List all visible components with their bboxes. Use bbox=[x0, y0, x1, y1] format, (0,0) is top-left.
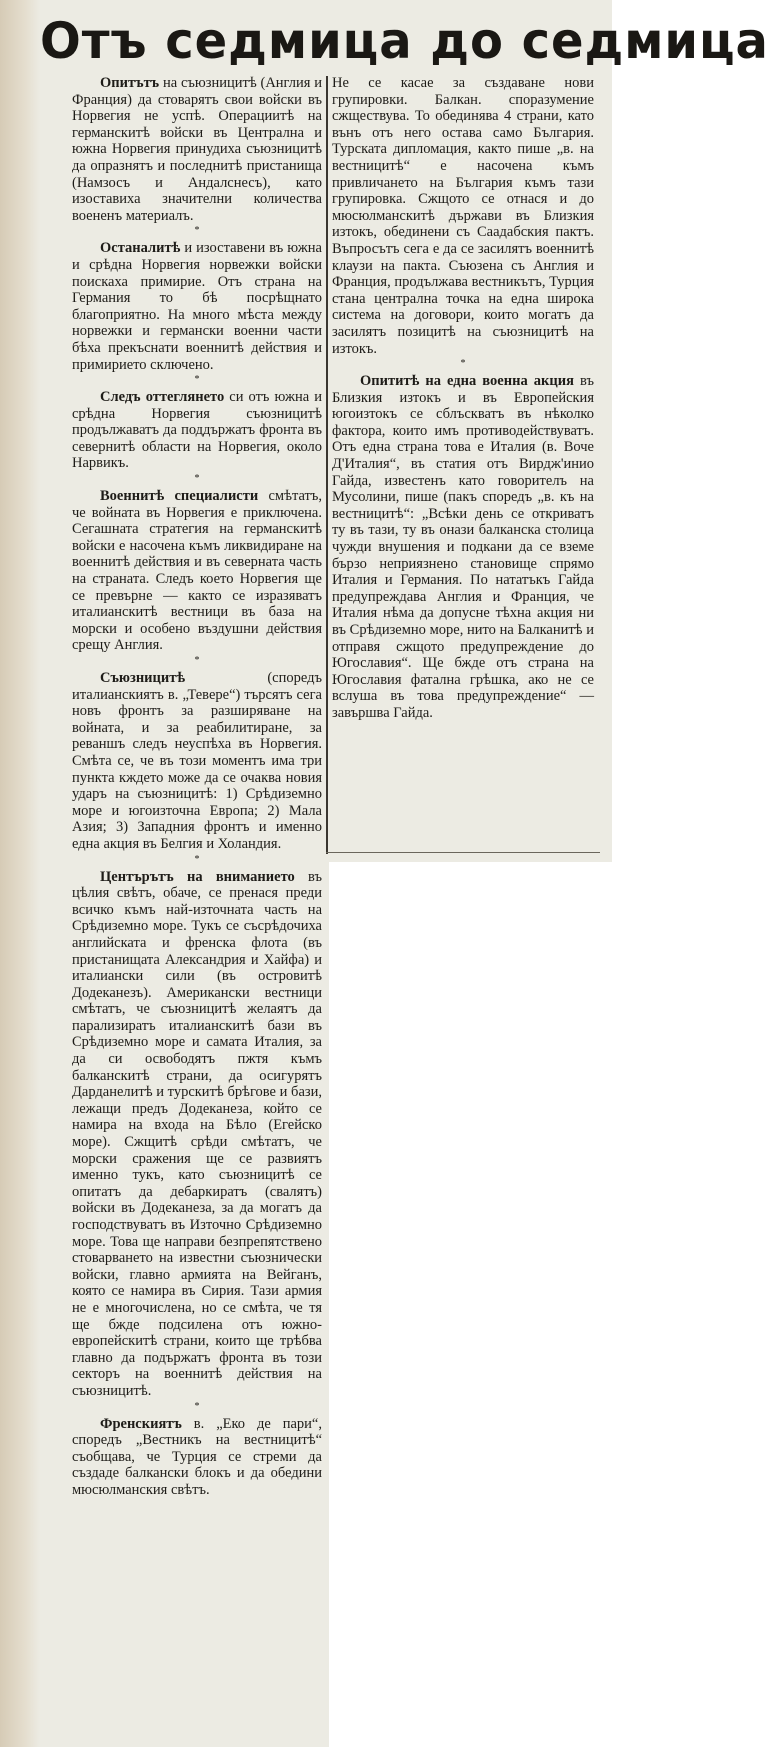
paragraph-text: Не се касае за създаване нови групировки. Балкан. споразумение сжществува. То обединява 4 страни, като вънъ отъ него остава само България. Турската дипломация, както пише „в. на вестницитѣ“ е насочена къмъ привличането на България къмъ тази групировка. Сжщото се отнася и до мюсюлманскитѣ държави въ Близкия изтокъ, обединени съ Саадабския пактъ. Въпросътъ сега е да се засилятъ военнитѣ клаузи на пакта. Съюзена съ Англия и Франция, продължава вестникътъ, Турция стана централна точка на една широка система на договори, които могатъ да засилятъ позицитѣ на съюзницитѣ на изтокъ. bbox=[332, 75, 594, 357]
paragraph bbox=[72, 488, 322, 654]
section-separator: * bbox=[194, 473, 200, 485]
paragraph bbox=[72, 389, 322, 472]
paragraph bbox=[72, 240, 322, 373]
paragraph-lead: Опитътъ bbox=[100, 75, 160, 91]
section-separator: * bbox=[194, 225, 200, 237]
paragraph-text: смѣтатъ, че войната въ Норвегия е приключена. Сегашната стратегия на германскитѣ войски е насочена къмъ ликвидиране на военнитѣ действия и въ северната часть на страната. Следъ което Норвегия ще се превърне — както се изразяватъ италианскитѣ вестници въ база на морски и особено въздушни действия срещу Англия. bbox=[72, 488, 322, 654]
section-separator: * bbox=[194, 853, 200, 865]
paragraph-lead: Останалитѣ bbox=[100, 240, 181, 257]
paragraph-lead: Съюзницитѣ bbox=[100, 670, 186, 686]
paragraph bbox=[332, 373, 594, 721]
left-column bbox=[72, 75, 322, 1499]
paragraph-lead: Следъ оттеглянето bbox=[100, 389, 225, 406]
paragraph-text: си отъ южна и срѣдна Норвегия съюзницитѣ продължаватъ да поддържатъ фронта въ севернитѣ области на Норвегия, около Нарвикъ. bbox=[72, 389, 322, 472]
section-separator: * bbox=[194, 655, 200, 666]
section-separator: * bbox=[460, 358, 466, 370]
right-column bbox=[332, 75, 594, 722]
paragraph-lead: Опититѣ на една военна акция bbox=[360, 373, 574, 390]
article-headline: Отъ седмица до седмица bbox=[40, 12, 769, 70]
paper-edge-shadow bbox=[0, 0, 40, 1747]
paragraph bbox=[72, 1416, 322, 1499]
paragraph-text: (споредъ италианскиятъ в. „Тевере“) търсятъ сега новъ фронтъ за разширяване на войната, и за реабилитиране, за реваншъ следъ неуспѣха въ Норвегия. Смѣта се, че въ този моментъ има три пункта кждето може да се очаква новия ударъ на съюзницитѣ: 1) Срѣдиземно море и югоизточна Европа; 2) Мала Азия; 3) Западния фронтъ и именно една акция въ Белгия и Холандия. bbox=[72, 670, 322, 852]
paragraph-text: на съюзницитѣ (Англия и Франция) да стоварятъ свои войски въ Норвегия не успѣ. Операциитѣ на германскитѣ войски въ Централна и южна Норвегия принудиха съюзницитѣ да опразнятъ и последнитѣ пристанища (Намзосъ и Андалснесъ), като изоставиха значителни количества воененъ материалъ. bbox=[72, 75, 322, 224]
paragraph bbox=[72, 670, 322, 853]
section-separator: * bbox=[194, 1400, 200, 1412]
paragraph-text: в. „Еко де пари“, споредъ „Вестникъ на вестницитѣ“ съобщава, че Турция се стреми да създаде балкански блокъ и да обедини мюсюлманския свѣтъ. bbox=[72, 1415, 322, 1498]
paragraph-text: въ цѣлия свѣтъ, обаче, се пренася преди всичко къмъ най-източната часть на Срѣдиземно море. Тукъ се съсрѣдочиха английската и френска флота (въ пристанищата Александрия и Хайфа) и италиански сили (въ островитѣ Додеканезъ). Американски вестници смѣтатъ, че съюзницитѣ желаятъ да парализиратъ италианскитѣ бази въ Срѣдиземно море и самата Италия, за да си освободятъ пжтя къмъ балканскитѣ страни, да осигурятъ Дарданелитѣ и турскитѣ брѣгове и бази, лежащи предъ Додеканеза, който се намира на входа на Бѣло (Егейско море). Сжщитѣ срѣди смѣтатъ, че морски сражения ще се развиятъ именно тукъ, като съюзницитѣ се опитатъ да дебаркиратъ (свалятъ) войски въ Додеканеза, за да могатъ да господствуватъ въ Източно Срѣдиземно море. Това ще направи безпрепятствено стоварването на известни съюзнически войски, главно армията на Вейганъ, която се намира въ Сирия. Тази армия не е многочислена, но се смѣта, че тя ще бжде подсилена отъ южно-европейскитѣ страни, които ще трѣбва главно да подържатъ фронта въ този секторъ на военнитѣ действия на съюзницитѣ. bbox=[72, 868, 322, 1399]
paragraph bbox=[72, 869, 322, 1400]
paragraph bbox=[72, 75, 322, 224]
paragraph-lead: Военнитѣ специалисти bbox=[100, 488, 259, 505]
paragraph-lead: Френскиятъ bbox=[100, 1415, 182, 1432]
paragraph-lead: Центърътъ на вниманието bbox=[100, 868, 295, 885]
paragraph-text: въ Близкия изтокъ и въ Европейския югоизтокъ се сблъскватъ въ нѣколко фактора, които имъ противодействуватъ. Отъ една страна това е Италия (в. Воче Д'Италия“, въ статия отъ Вирдж'инио Гайда, известенъ като говорителъ на Мусолини, пише (пакъ споредъ „в. къ на вестницитѣ“: „Всѣки день се откриватъ ту въ тази, ту въ онази балканска столица чужди внушения и подкани да се вземе бързо неприязнено становище спрямо Италия и Германия. По нататъкъ Гайда предупреждава Англия и Франция, че Италия нѣма да допусне тѣхна акция ни въ Срѣдиземно море, нито на Балканитѣ и отправя сжщото предупреждение до Югославия“. Ще бжде отъ страна на Югославия фатална грѣшка, ако не се вслуша въ това предупреждение“ — завършва Гайда. bbox=[332, 373, 594, 721]
column-divider bbox=[326, 76, 328, 854]
paragraph-text: и изоставени въ южна и срѣдна Норвегия норвежки войски поискаха примирие. Отъ страна на Германия то бѣ посрѣщнато благоприятно. На много мѣста между норвежки и германски военни части бѣха прекъснати военнитѣ действия и примирието сключено. bbox=[72, 240, 322, 373]
column-end-rule bbox=[326, 852, 600, 853]
section-separator: * bbox=[194, 374, 200, 386]
paragraph bbox=[332, 75, 594, 357]
